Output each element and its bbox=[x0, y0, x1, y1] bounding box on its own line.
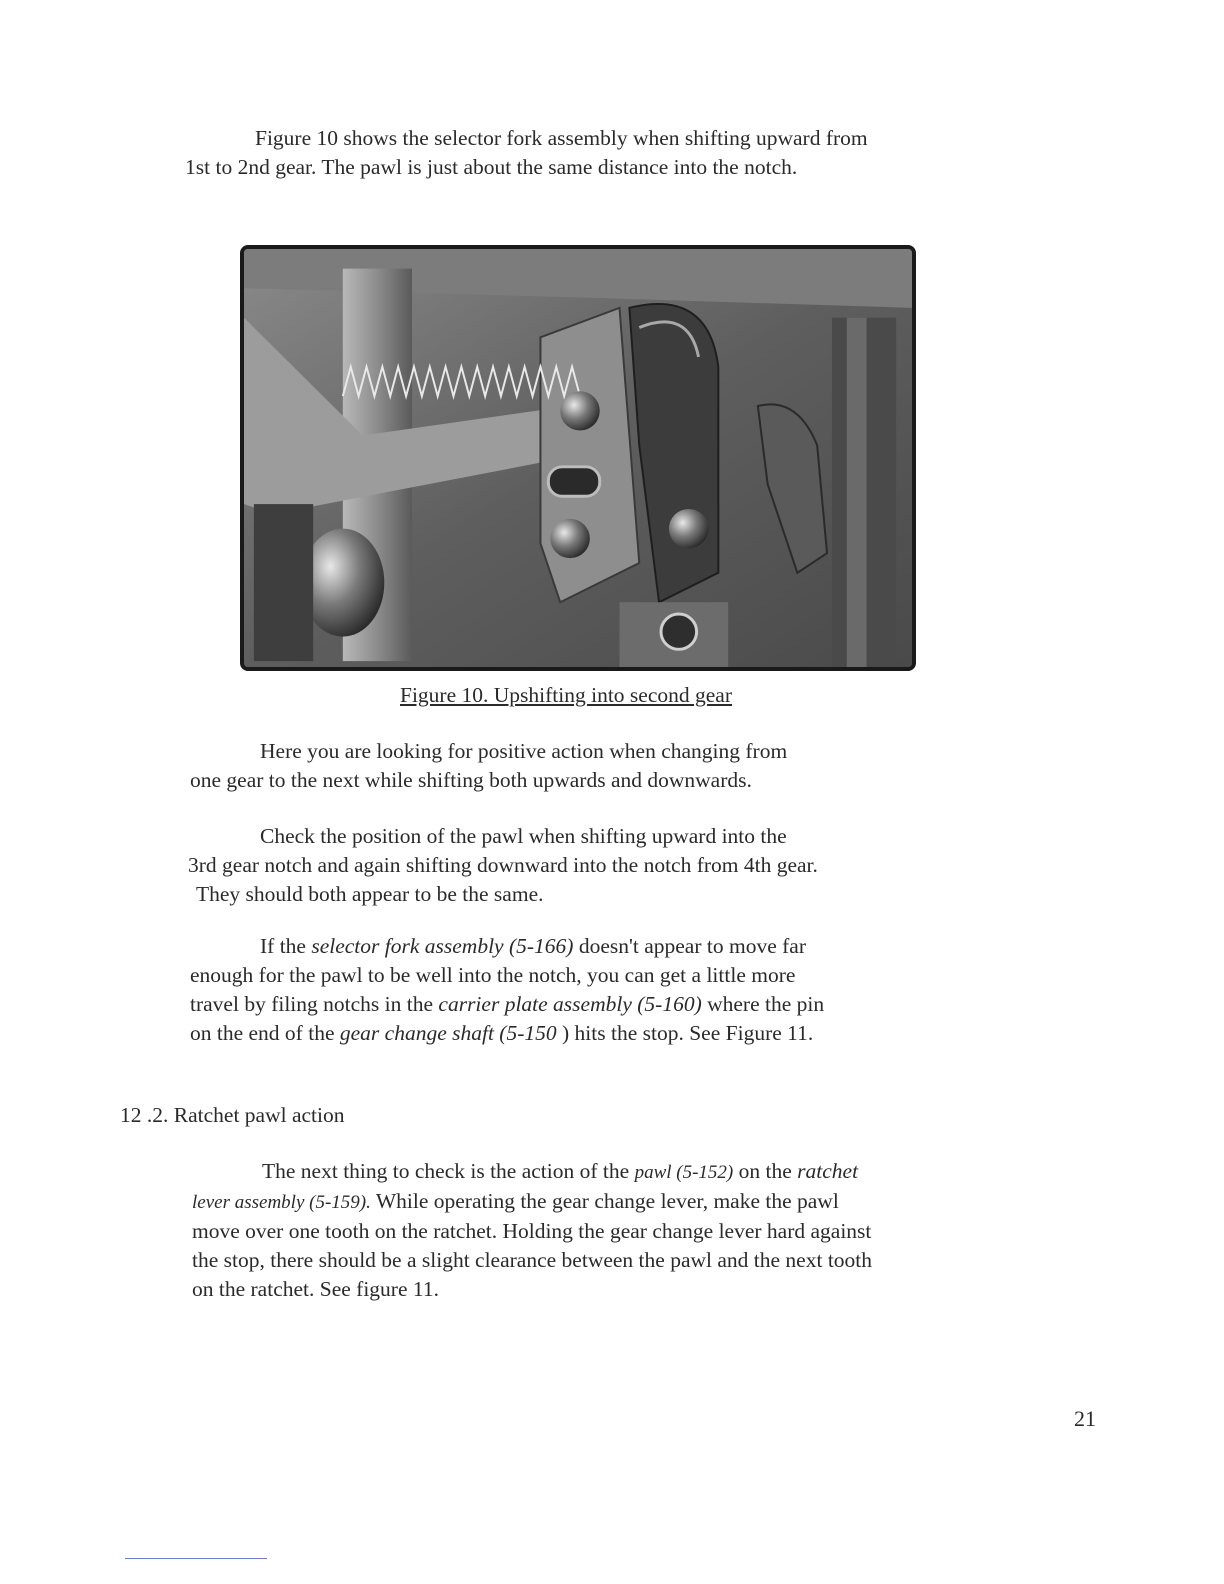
text-line: Figure 10 shows the selector fork assembly when shifting upward from bbox=[255, 126, 868, 150]
paragraph bbox=[192, 1157, 872, 1304]
part-reference: lever assembly (5-159). bbox=[192, 1192, 371, 1213]
part-reference: gear change shaft (5-150 bbox=[339, 1021, 563, 1045]
text-line: move over one tooth on the ratchet. Holding the gear change lever hard against bbox=[192, 1219, 872, 1243]
intro-paragraph bbox=[185, 124, 868, 182]
text-line: on the ratchet. See figure 11. bbox=[192, 1277, 439, 1301]
part-reference: selector fork assembly (5-166) bbox=[311, 934, 574, 958]
page-number: 21 bbox=[1074, 1406, 1096, 1431]
text-line: They should both appear to be the same. bbox=[196, 882, 544, 906]
text-line bbox=[192, 1157, 872, 1187]
text-line: Here you are looking for positive action when changing from bbox=[260, 739, 788, 763]
part-reference: carrier plate assembly (5-160) bbox=[438, 992, 702, 1016]
text-line bbox=[190, 932, 824, 961]
text-line: the stop, there should be a slight clearance between the pawl and the next tooth bbox=[192, 1248, 873, 1272]
text-run: on the end of the bbox=[190, 1021, 340, 1045]
text-run: If the bbox=[260, 934, 312, 958]
paragraph bbox=[190, 737, 787, 795]
paragraph bbox=[188, 822, 818, 909]
figure-caption: Figure 10. Upshifting into second gear bbox=[400, 683, 733, 707]
text-line: 1st to 2nd gear. The pawl is just about the same distance into the notch. bbox=[185, 155, 798, 179]
text-run: ) hits the stop. See Figure 11. bbox=[562, 1021, 814, 1045]
text-line bbox=[190, 990, 824, 1019]
text-line bbox=[192, 1187, 872, 1217]
text-line: enough for the pawl to be well into the notch, you can get a little more bbox=[190, 963, 796, 987]
part-reference: ratchet bbox=[797, 1159, 859, 1183]
text-line: Check the position of the pawl when shifting upward into the bbox=[260, 824, 787, 848]
text-run: on the bbox=[733, 1159, 798, 1183]
text-run: While operating the gear change lever, make the pawl bbox=[370, 1189, 839, 1213]
text-run: travel by filing notchs in the bbox=[190, 992, 439, 1016]
gear-selector-photo bbox=[244, 249, 912, 667]
part-reference: pawl (5-152) bbox=[634, 1162, 734, 1183]
figure-photo bbox=[240, 245, 916, 671]
text-line: 3rd gear notch and again shifting downward into the notch from 4th gear. bbox=[188, 853, 818, 877]
text-line bbox=[190, 1019, 824, 1048]
section-heading: 12 .2. Ratchet pawl action bbox=[120, 1103, 345, 1127]
footnote-divider bbox=[125, 1558, 267, 1559]
paragraph bbox=[190, 932, 824, 1048]
text-run: where the pin bbox=[701, 992, 825, 1016]
text-run: doesn't appear to move far bbox=[573, 934, 806, 958]
text-run: The next thing to check is the action of the bbox=[262, 1159, 635, 1183]
text-line: one gear to the next while shifting both upwards and downwards. bbox=[190, 768, 752, 792]
